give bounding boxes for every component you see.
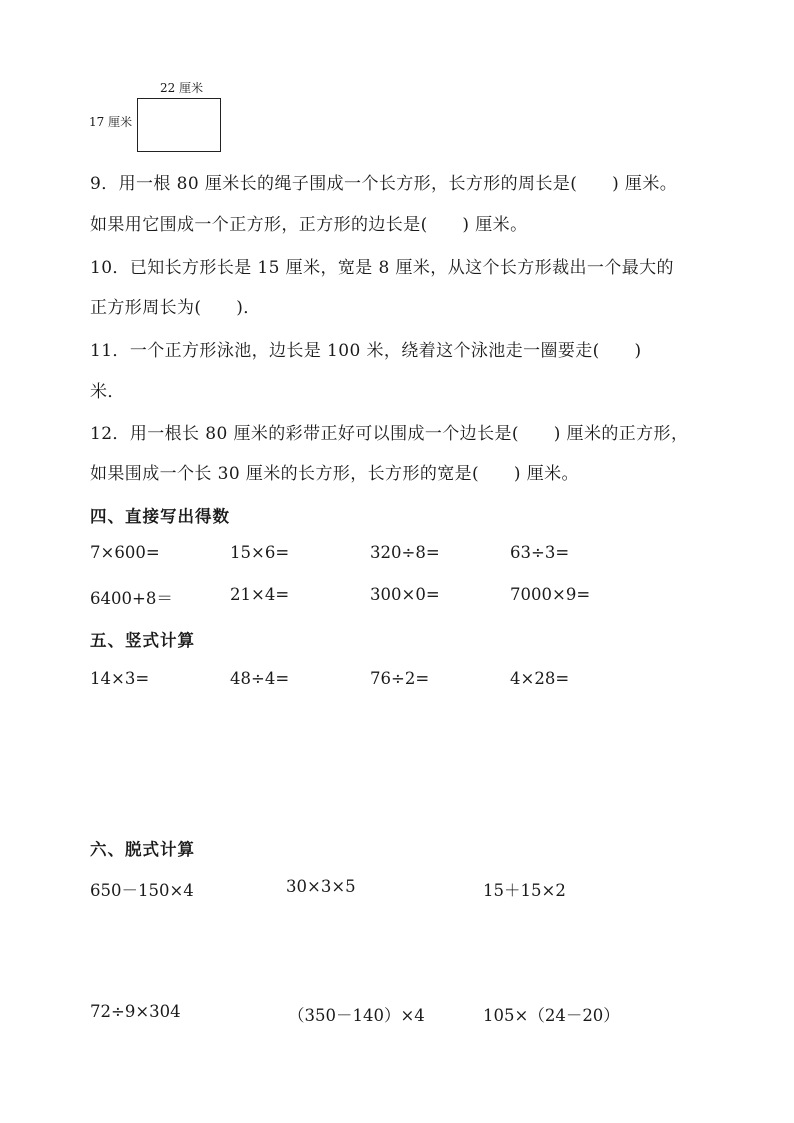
oral-calc-item: 7×600= <box>90 543 160 562</box>
step-calc-item: 105×（24－20） <box>483 1006 620 1025</box>
rectangle-left-label: 17 厘米 <box>89 115 133 129</box>
section-6-heading: 六、脱式计算 <box>90 840 195 859</box>
question-11-line-1: 11．一个正方形泳池，边长是 100 米，绕着这个泳池走一圈要走( ) <box>90 341 642 361</box>
oral-calc-item: 21×4= <box>230 585 290 604</box>
question-9-line-2: 如果用它围成一个正方形，正方形的边长是( ) 厘米。 <box>90 215 528 235</box>
vertical-calc-item: 76÷2= <box>370 669 430 688</box>
step-calc-item: 15＋15×2 <box>483 881 566 900</box>
section-4-heading: 四、直接写出得数 <box>90 507 230 526</box>
oral-calc-item: 6400+8＝ <box>90 589 173 608</box>
question-11-line-2: 米． <box>90 382 125 402</box>
question-10-line-1: 10．已知长方形长是 15 厘米，宽是 8 厘米，从这个长方形裁出一个最大的 <box>90 258 674 278</box>
vertical-calc-item: 14×3= <box>90 669 150 688</box>
oral-calc-item: 320÷8= <box>370 543 440 562</box>
question-9-line-1: 9．用一根 80 厘米长的绳子围成一个长方形，长方形的周长是( ) 厘米。 <box>90 174 678 194</box>
question-10-line-2: 正方形周长为( )． <box>90 298 261 318</box>
oral-calc-item: 15×6= <box>230 543 290 562</box>
question-12-line-1: 12．用一根长 80 厘米的彩带正好可以围成一个边长是( ) 厘米的正方形， <box>90 424 689 444</box>
section-5-heading: 五、竖式计算 <box>90 631 195 650</box>
oral-calc-item: 63÷3= <box>510 543 570 562</box>
question-12-line-2: 如果围成一个长 30 厘米的长方形，长方形的宽是( ) 厘米。 <box>90 464 579 484</box>
vertical-calc-item: 4×28= <box>510 669 570 688</box>
oral-calc-item: 300×0= <box>370 585 440 604</box>
step-calc-item: 30×3×5 <box>286 877 356 896</box>
oral-calc-item: 7000×9= <box>510 585 591 604</box>
rectangle-top-label: 22 厘米 <box>160 81 204 95</box>
step-calc-item: （350－140）×4 <box>288 1006 425 1025</box>
step-calc-item: 72÷9×304 <box>90 1002 181 1021</box>
vertical-calc-item: 48÷4= <box>230 669 290 688</box>
rectangle-figure <box>137 98 221 152</box>
step-calc-item: 650－150×4 <box>90 881 194 900</box>
